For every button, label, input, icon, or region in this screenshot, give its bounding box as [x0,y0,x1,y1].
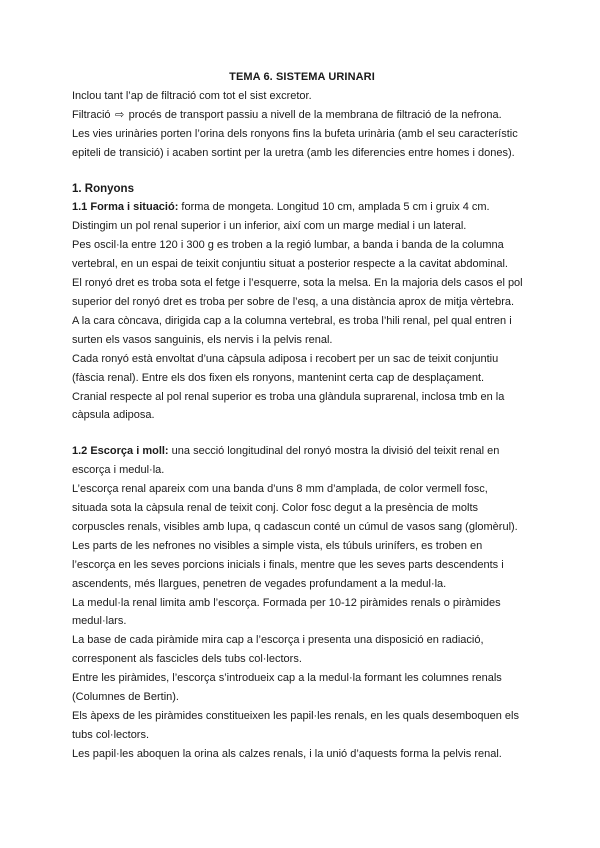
paragraph-text: forma de mongeta. Longitud 10 cm, amplada 5 cm i gruix 4 cm. [178,201,490,214]
subsection-first-line [72,198,532,217]
paragraph-line: superior del ronyó dret es troba per sobre de l’esq, a una distància aprox de mitja vèrtebra. [72,295,515,308]
paragraph-line: escorça i medul·la. [72,464,165,477]
paragraph-line: Entre les piràmides, l’escorça s’introdueix cap a la medul·la formant les columnes renals [72,672,502,685]
paragraph-line: Les parts de les nefrones no visibles a simple vista, els túbuls urinífers, es troben en [72,539,483,552]
paragraph-line: Les papil·les aboquen la orina als calzes renals, i la unió d’aquests forma la pelvis renal. [72,747,502,760]
right-arrow-icon: ⇨ [114,108,125,121]
paragraph-line: Pes oscil·la entre 120 i 300 g es troben a la regió lumbar, a banda i banda de la columna [72,239,504,252]
paragraph-line: A la cara còncava, dirigida cap a la columna vertebral, es troba l’hili renal, pel qual entren i [72,314,512,327]
section-heading: 1. Ronyons [72,182,134,195]
filtration-definition: procés de transport passiu a nivell de la membrana de filtració de la nefrona. [128,108,502,121]
paragraph-line: El ronyó dret es troba sota el fetge i l’esquerre, sota la melsa. En la majoria dels casos el pol [72,277,523,290]
paragraph-line: vertebral, en un espai de teixit conjuntiu situat a posterior respecte a la cavitat abdominal. [72,258,508,271]
subsection-heading: 1.2 Escorça i moll: [72,445,169,458]
subsection-heading: 1.1 Forma i situació: [72,201,179,214]
paragraph-gap [72,425,532,442]
paragraph-line: Els àpexs de les piràmides constitueixen les papil·les renals, en les quals desemboquen els [72,710,519,722]
paragraph-line: La medul·la renal limita amb l’escorça. Formada per 10-12 piràmides renals o piràmides [72,596,501,609]
paragraph-line: corresponent als fascicles dels tubs col·lectors. [72,653,302,666]
intro-line-filtration [72,106,532,125]
document-title: TEMA 6. SISTEMA URINARI [229,71,375,83]
paragraph-line: L’escorça renal apareix com una banda d’uns 8 mm d’amplada, de color vermell fosc, [72,483,488,496]
paragraph-line: tubs col·lectors. [72,728,150,741]
subsection-first-line [72,442,532,461]
filtration-term: Filtració [72,108,111,121]
paragraph-text: una secció longitudinal del ronyó mostra la divisió del teixit renal en [168,445,500,458]
paragraph-line: medul·lars. [72,615,127,628]
paragraph-line: l’escorça en les seves porcions inicials i finals, mentre que les seves parts descendents i [72,558,504,571]
paragraph-line: surten els vasos sanguinis, els nervis i la pelvis renal. [72,333,333,346]
paragraph-line: càpsula adiposa. [72,409,155,422]
paragraph-line: corpuscles renals, visibles amb lupa, q cadascun conté un cúmul de vasos sang (glomèrul). [72,520,518,533]
paragraph-line: La base de cada piràmide mira cap a l’escorça i presenta una disposició en radiació, [72,634,484,647]
paragraph-line: (fàscia renal). Entre els dos fixen els ronyons, mantenint certa cap de desplaçament. [72,371,485,384]
intro-line: epiteli de transició) i acaben sortint per la uretra (amb les diferencies entre homes i dones). [72,146,515,159]
paragraph-line: (Columnes de Bertin). [72,691,179,704]
paragraph-gap [72,163,532,180]
paragraph-line: Distingim un pol renal superior i un inferior, així com un marge medial i un lateral. [72,220,467,233]
paragraph-line: Cada ronyó està envoltat d’una càpsula adiposa i recobert per un sac de teixit conjuntiu [72,352,499,365]
paragraph-line: situada sota la càpsula renal de teixit conj. Color fosc degut a la presència de molts [72,502,479,515]
intro-line: Les vies urinàries porten l’orina dels ronyons fins la bufeta urinària (amb el seu característic [72,127,518,140]
document-body [72,68,532,764]
intro-line: Inclou tant l’ap de filtració com tot el sist excretor. [72,89,312,102]
paragraph-line: ascendents, més llargues, penetren de vegades profundament a la medul·la. [72,577,447,590]
paragraph-line: Cranial respecte al pol renal superior es troba una glàndula suprarenal, inclosa tmb en la [72,390,505,403]
